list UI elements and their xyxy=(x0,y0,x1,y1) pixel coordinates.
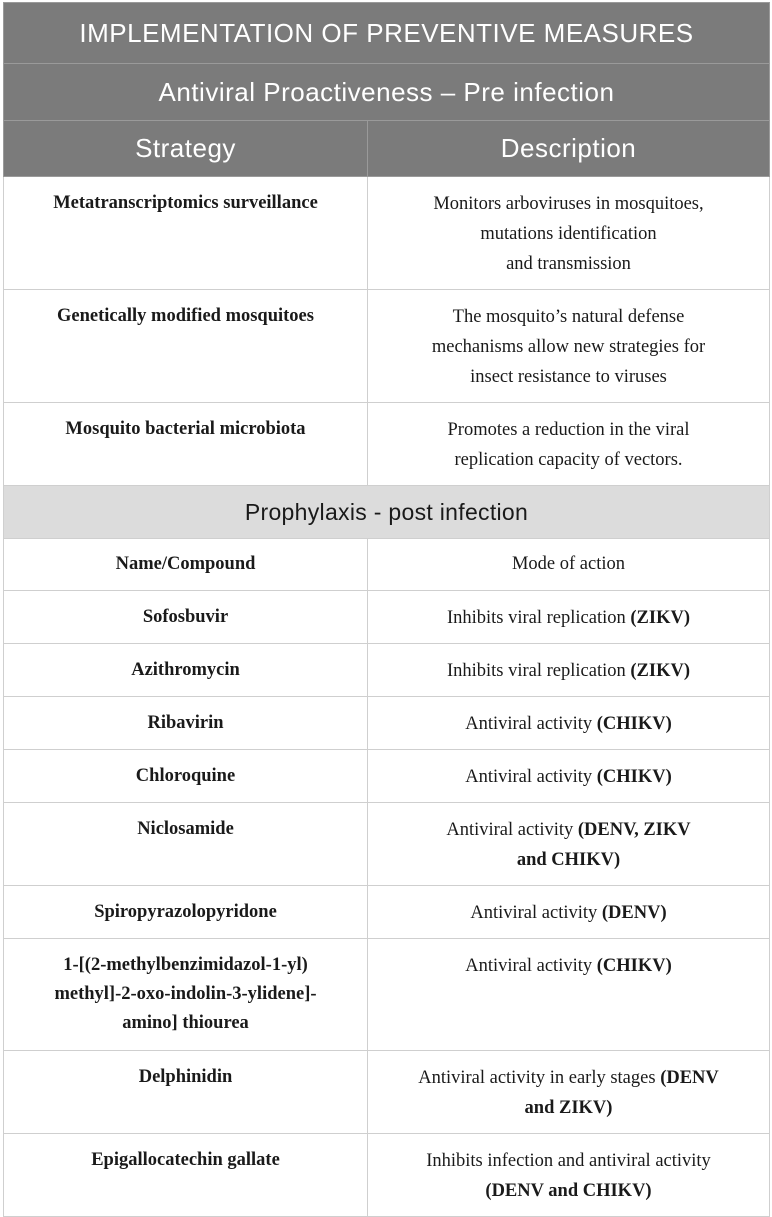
compound-cell: Sofosbuvir xyxy=(4,591,368,644)
mode-of-action-cell xyxy=(368,591,770,644)
description-cell xyxy=(368,177,770,290)
virus-label: (DENV and CHIKV) xyxy=(485,1181,652,1201)
strategy-cell: Mosquito bacterial microbiota xyxy=(4,403,368,486)
description-line: insect resistance to viruses xyxy=(470,367,667,387)
mode-text: Inhibits viral replication xyxy=(446,608,631,628)
mode-text: Inhibits viral replication xyxy=(446,661,631,681)
strategy-cell: Metatranscriptomics surveillance xyxy=(4,177,368,290)
compound-cell: Chloroquine xyxy=(4,750,368,803)
column-header-description: Description xyxy=(368,121,770,177)
compound-line: methyl]-2-oxo-indolin-3-ylidene]- xyxy=(54,984,317,1004)
compound-cell: Epigallocatechin gallate xyxy=(4,1134,368,1217)
table-row xyxy=(4,886,770,939)
mode-text: Antiviral activity xyxy=(465,956,597,976)
description-line: Monitors arboviruses in mosquitoes, xyxy=(433,194,704,214)
virus-label: (CHIKV) xyxy=(596,956,672,976)
column-header-name-compound: Name/Compound xyxy=(4,539,368,591)
mode-of-action-cell xyxy=(368,939,770,1051)
table-row xyxy=(4,177,770,290)
mode-of-action-cell xyxy=(368,697,770,750)
mode-text: Inhibits infection and antiviral activity xyxy=(426,1151,711,1171)
description-line: mechanisms allow new strategies for xyxy=(431,337,706,357)
section-heading-pre-infection: Antiviral Proactiveness – Pre infection xyxy=(4,64,770,121)
virus-label: (CHIKV) xyxy=(596,767,672,787)
description-line: Promotes a reduction in the viral xyxy=(447,420,690,440)
mode-of-action-cell xyxy=(368,1134,770,1217)
mode-of-action-cell xyxy=(368,1051,770,1134)
virus-label: (ZIKV) xyxy=(630,661,691,681)
table-row xyxy=(4,939,770,1051)
compound-cell: Spiropyrazolopyridone xyxy=(4,886,368,939)
mode-of-action-cell xyxy=(368,644,770,697)
mode-of-action-cell xyxy=(368,886,770,939)
description-line: The mosquito’s natural defense xyxy=(452,307,685,327)
virus-label: (DENV xyxy=(660,1068,719,1088)
virus-label: (DENV, ZIKV xyxy=(577,820,691,840)
table-row xyxy=(4,1051,770,1134)
description-line: replication capacity of vectors. xyxy=(454,450,683,470)
virus-label: (CHIKV) xyxy=(596,714,672,734)
description-cell xyxy=(368,290,770,403)
mode-text: Antiviral activity xyxy=(446,820,578,840)
compound-cell: Niclosamide xyxy=(4,803,368,886)
virus-label: (ZIKV) xyxy=(630,608,691,628)
compound-line: amino] thiourea xyxy=(122,1013,249,1033)
description-line: and transmission xyxy=(506,254,631,274)
description-line: mutations identification xyxy=(480,224,657,244)
mode-text: Antiviral activity in early stages xyxy=(418,1068,661,1088)
column-header-mode-of-action: Mode of action xyxy=(368,539,770,591)
table-row xyxy=(4,697,770,750)
virus-label: (DENV) xyxy=(601,903,667,923)
section-heading-post-infection: Prophylaxis - post infection xyxy=(4,486,770,539)
compound-line: 1-[(2-methylbenzimidazol-1-yl) xyxy=(63,955,308,975)
mode-text: Antiviral activity xyxy=(465,714,597,734)
mode-of-action-cell xyxy=(368,803,770,886)
preventive-measures-table xyxy=(3,2,770,1217)
mode-of-action-cell xyxy=(368,750,770,803)
table-row xyxy=(4,750,770,803)
table-row xyxy=(4,591,770,644)
compound-cell: Azithromycin xyxy=(4,644,368,697)
table-row xyxy=(4,1134,770,1217)
compound-cell: Delphinidin xyxy=(4,1051,368,1134)
column-header-strategy: Strategy xyxy=(4,121,368,177)
virus-label: and ZIKV) xyxy=(524,1098,613,1118)
table-row xyxy=(4,290,770,403)
compound-cell: Ribavirin xyxy=(4,697,368,750)
compound-cell xyxy=(4,939,368,1051)
table-row xyxy=(4,803,770,886)
mode-text: Antiviral activity xyxy=(465,767,597,787)
description-cell xyxy=(368,403,770,486)
table-row xyxy=(4,403,770,486)
table-row xyxy=(4,644,770,697)
virus-label: and CHIKV) xyxy=(516,850,621,870)
mode-text: Antiviral activity xyxy=(470,903,602,923)
table-title: IMPLEMENTATION OF PREVENTIVE MEASURES xyxy=(4,3,770,64)
strategy-cell: Genetically modified mosquitoes xyxy=(4,290,368,403)
